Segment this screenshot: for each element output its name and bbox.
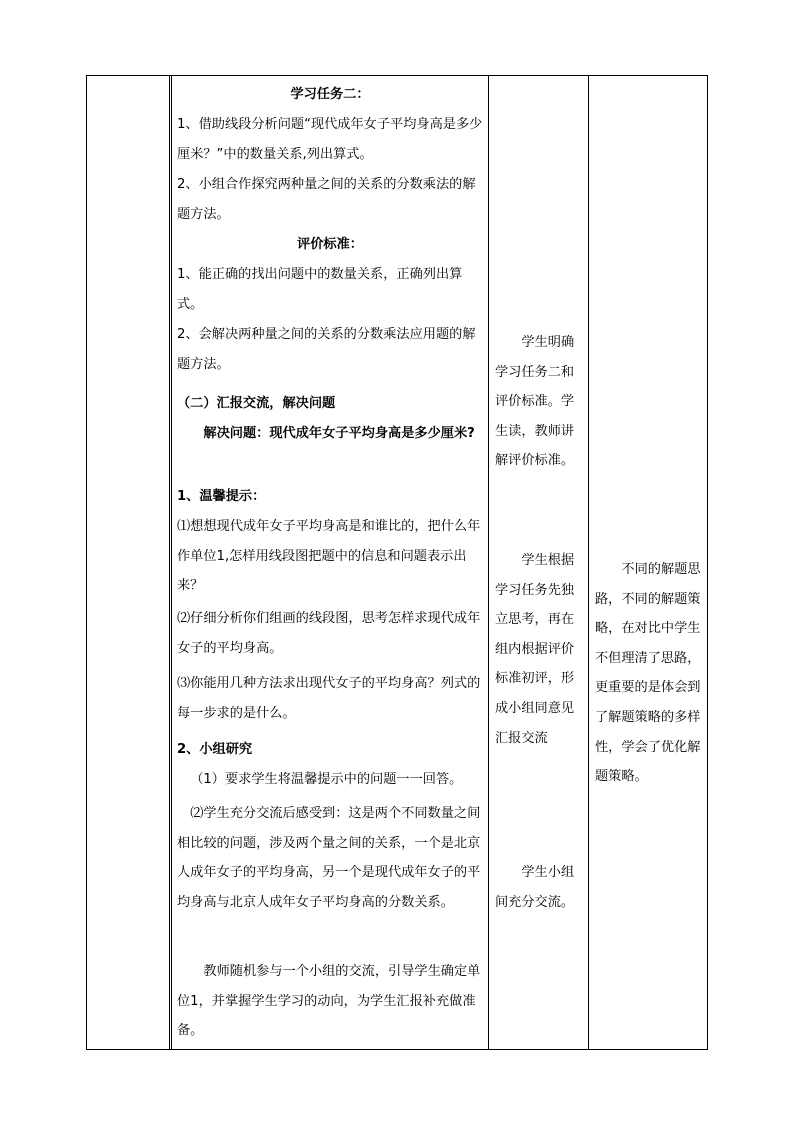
student-activity-column bbox=[490, 76, 588, 1049]
student-note-3: 学生小组间充分交流。 bbox=[495, 865, 575, 910]
task2-item-1: 1、借助线段分析问题“现代成年女子平均身高是多少厘米？”中的数量关系,列出算式。 bbox=[177, 117, 483, 162]
design-intent-column bbox=[590, 76, 706, 1049]
task2-heading: 学习任务二： bbox=[290, 87, 370, 102]
student-note-1: 学生明确学习任务二和评价标准。学生读，教师讲解评价标准。 bbox=[495, 335, 575, 469]
group-heading: 2、小组研究 bbox=[177, 742, 253, 757]
criteria-item-2: 2、会解决两种量之间的关系的分数乘法应用题的解题方法。 bbox=[177, 327, 476, 372]
task2-item-2: 2、小组合作探究两种量之间的关系的分数乘法的解题方法。 bbox=[177, 177, 476, 222]
tip-3: ⑶你能用几种方法求出现代女子的平均身高？列式的每一步求的是什么。 bbox=[177, 676, 481, 721]
criteria-heading: 评价标准： bbox=[297, 237, 363, 252]
section-heading: （二）汇报交流，解决问题 bbox=[177, 396, 336, 411]
teaching-process-column bbox=[171, 76, 487, 1049]
tip-1: ⑴想想现代成年女子平均身高是和谁比的，把什么年作单位1,怎样用线段图把题中的信息和问题表示出来？ bbox=[177, 519, 481, 594]
criteria-item-1: 1、能正确的找出问题中的数量关系，正确列出算式。 bbox=[177, 267, 463, 312]
tip-2: ⑵仔细分析你们组画的线段图，思考怎样求现代成年女子的平均身高。 bbox=[177, 611, 481, 656]
teacher-note: 教师随机参与一个小组的交流，引导学生确定单位1，并掌握学生学习的动向，为学生汇报补充做准备。 bbox=[177, 964, 481, 1039]
tips-heading: 1、温馨提示： bbox=[177, 489, 266, 504]
solve-problem-text: 解决问题：现代成年女子平均身高是多少厘米? bbox=[203, 426, 475, 441]
group-item-2: ⑵学生充分交流后感受到：这是两个不同数量之间相比较的问题，涉及两个量之间的关系，一个是北京人成年女子的平均身高，另一个是现代成年女子的平均身高与北京人成年女子平均身高的分数关系。 bbox=[177, 806, 481, 910]
column-divider bbox=[588, 76, 589, 1049]
student-note-2: 学生根据学习任务先独立思考，再在组内根据评价标准初评，形成小组同意见汇报交流 bbox=[495, 553, 575, 746]
group-item-1: （1）要求学生将温馨提示中的问题一一回答。 bbox=[190, 772, 463, 787]
empty-first-column bbox=[87, 76, 169, 1049]
intent-note-1: 不同的解题思路，不同的解题策略，在对比中学生不但理清了思路，更重要的是体会到了解题策略的多样性，学会了优化解题策略。 bbox=[595, 562, 701, 785]
column-divider bbox=[488, 76, 489, 1049]
lesson-table bbox=[86, 75, 708, 1050]
